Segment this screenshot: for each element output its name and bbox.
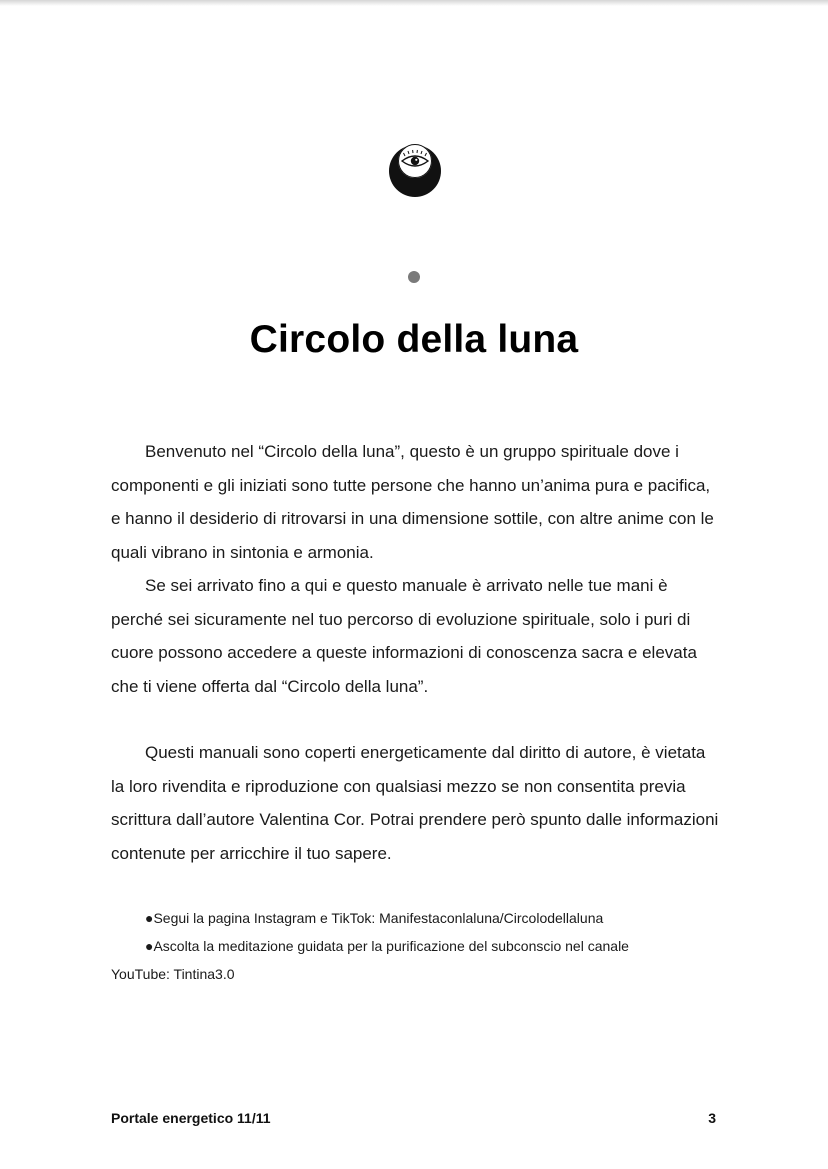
page-number: 3 xyxy=(708,1110,716,1126)
note-meditation: ●Ascolta la meditazione guidata per la purificazione del subconscio nel canale xyxy=(145,938,629,954)
paragraph-copyright: Questi manuali sono coperti energeticamente dal diritto di autore, è vietata la loro rivendita e riproduzione con qualsiasi mezzo se non consentita previa scrittura dall’autore Valentina Cor. Potrai prendere però spunto dalle informazioni contenute per arricchire il tuo sapere. xyxy=(111,743,719,863)
footer-title: Portale energetico 11/11 xyxy=(111,1110,271,1126)
paragraph-welcome: Benvenuto nel “Circolo della luna”, questo è un gruppo spirituale dove i componenti e gli iniziati sono tutte persone che hanno un’anima pura e pacifica, e hanno il desiderio di ritrovarsi in una dimensione sottile, con altre anime con le quali vibrano in sintonia e armonia. xyxy=(111,442,714,562)
note-youtube: YouTube: Tintina3.0 xyxy=(111,966,235,982)
note-instagram: ●Segui la pagina Instagram e TikTok: Manifestaconlaluna/Circolodellaluna xyxy=(145,910,604,926)
dot-icon xyxy=(408,271,420,283)
notes-list xyxy=(111,904,723,988)
copyright-section xyxy=(111,736,723,870)
page-top-shadow xyxy=(0,0,828,6)
page-title: Circolo della luna xyxy=(249,318,579,361)
paragraph-journey: Se sei arrivato fino a qui e questo manuale è arrivato nelle tue mani è perché sei sicuramente nel tuo percorso di evoluzione spirituale, solo i puri di cuore possono accedere a queste informazioni di conoscenza sacra e elevata che ti viene offerta dal “Circolo della luna”. xyxy=(111,576,697,696)
intro-section xyxy=(111,435,723,703)
moon-eye-logo-icon xyxy=(388,144,442,198)
